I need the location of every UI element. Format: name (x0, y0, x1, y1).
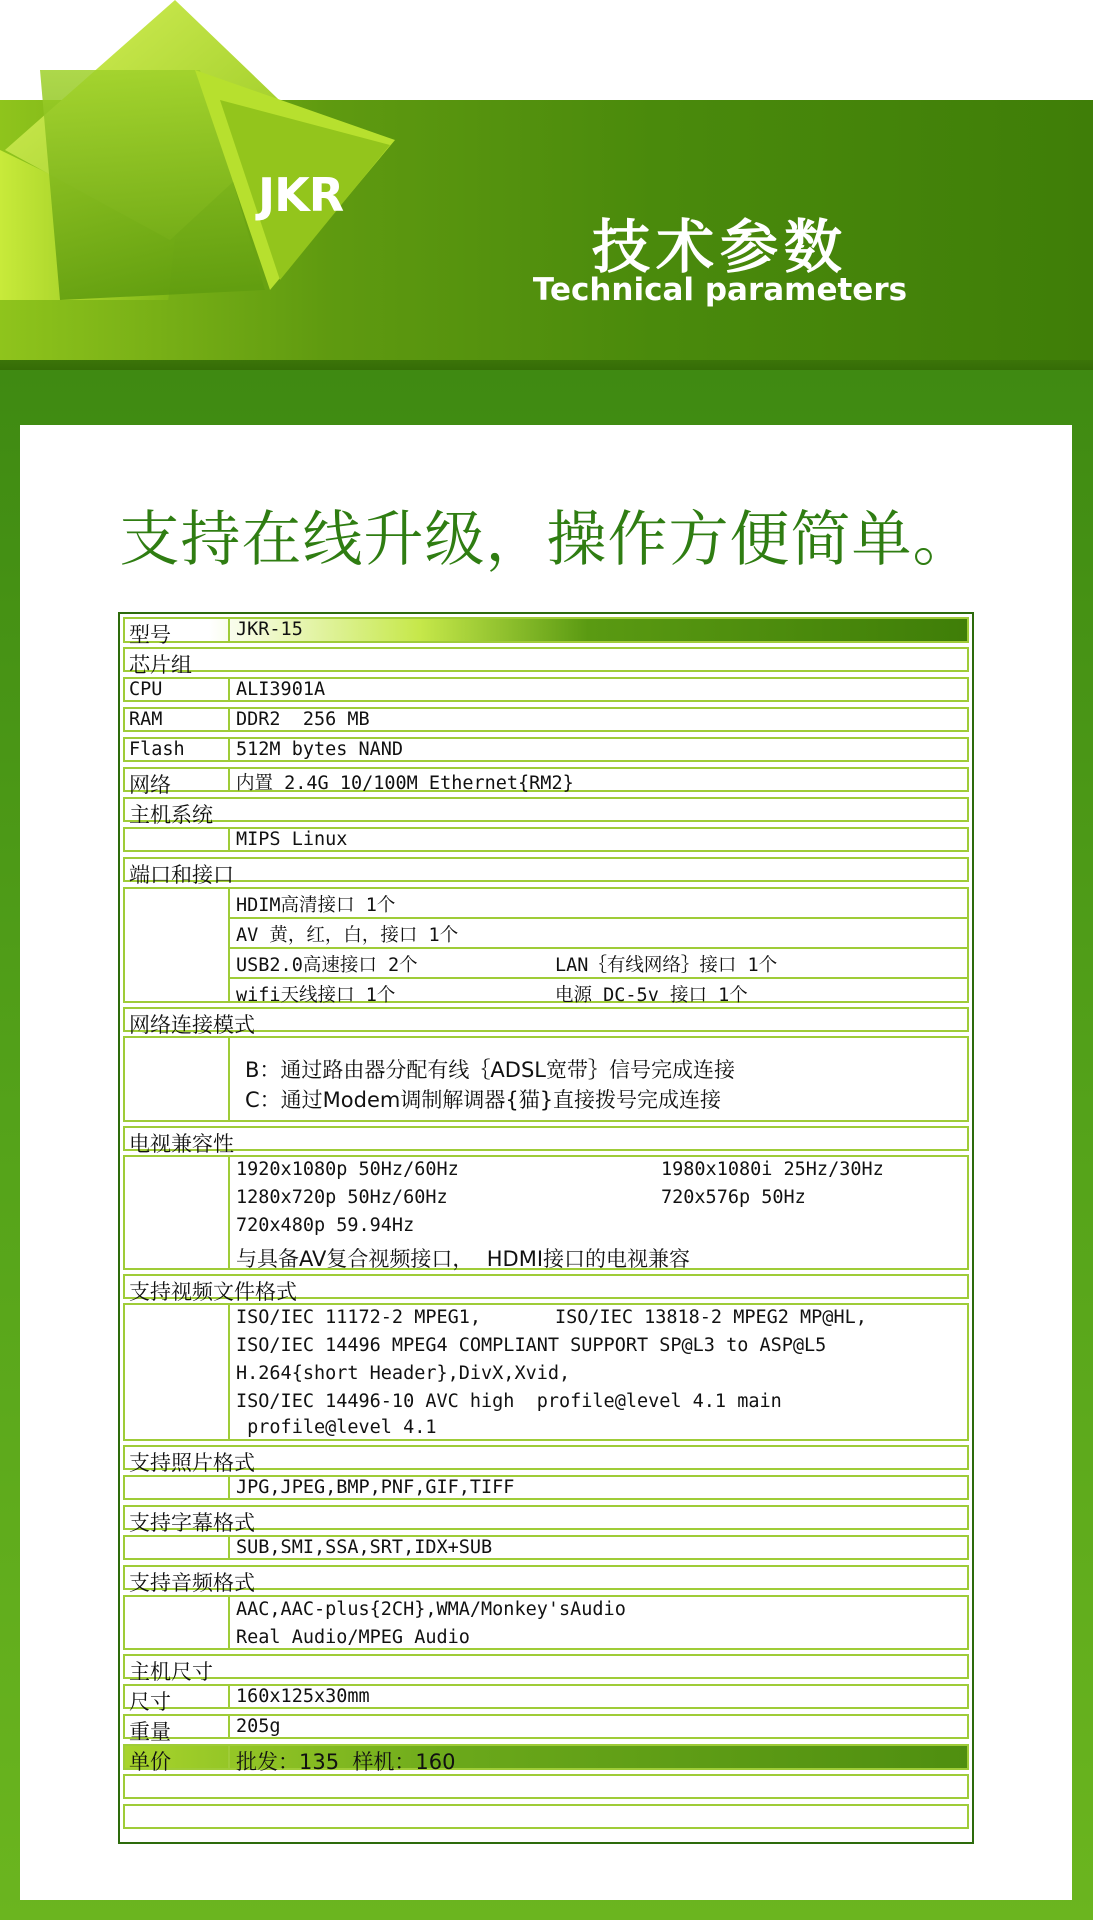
audio-format: AAC,AAC-plus{2CH},WMA/Monkey'sAudio (236, 1599, 626, 1620)
row-label: 重量 (129, 1720, 171, 1744)
video-format: profile@level 4.1 (236, 1417, 437, 1438)
row-value: 内置 2.4G 10/100M Ethernet{RM2} (236, 773, 574, 794)
section-label: 支持音频格式 (129, 1571, 255, 1595)
section-label: 支持照片格式 (129, 1451, 255, 1475)
table-row (123, 1714, 969, 1744)
audio-format: Real Audio/MPEG Audio (236, 1627, 470, 1648)
table-row (123, 887, 969, 1006)
table-row (123, 1445, 969, 1475)
row-value: 512M bytes NAND (236, 739, 404, 760)
table-row (123, 1684, 969, 1714)
video-format: H.264{short Header},DivX,Xvid, (236, 1363, 571, 1384)
row-label: CPU (129, 679, 163, 700)
brand-logo-text: JKR (258, 168, 344, 222)
table-row (123, 857, 969, 887)
table-row (123, 1475, 969, 1500)
table-row (123, 617, 969, 647)
port-usb: USB2.0高速接口 2个 (236, 955, 418, 976)
row-value: SUB,SMI,SSA,SRT,IDX+SUB (236, 1537, 493, 1558)
tv-compat-note: 与具备AV复合视频接口， HDMI接口的电视兼容 (236, 1247, 691, 1271)
table-row (123, 737, 969, 762)
port-hdmi: HDIM高清接口 1个 (236, 895, 396, 916)
table-row (123, 1535, 969, 1560)
table-row (123, 1565, 969, 1595)
section-label: 支持视频文件格式 (129, 1280, 297, 1304)
row-value: ALI3901A (236, 679, 326, 700)
table-row (123, 767, 969, 797)
video-format: ISO/IEC 13818-2 MPEG2 MP@HL, (555, 1307, 867, 1328)
row-value: 160x125x30mm (236, 1686, 370, 1707)
table-row (123, 1595, 969, 1650)
row-value: MIPS Linux (236, 829, 348, 850)
tv-resolution: 1980x1080i 25Hz/30Hz (661, 1159, 884, 1180)
page-title: 技术参数 (591, 213, 848, 281)
table-row (123, 1505, 969, 1535)
row-value: 205g (236, 1716, 281, 1737)
spec-table (118, 612, 974, 1844)
port-power: 电源 DC-5v 接口 1个 (555, 985, 748, 1006)
row-value: JPG,JPEG,BMP,PNF,GIF,TIFF (236, 1477, 515, 1498)
table-row (123, 1036, 969, 1122)
row-label: RAM (129, 709, 163, 730)
row-label: 型号 (129, 623, 171, 647)
section-label: 网络连接模式 (129, 1013, 255, 1037)
section-label: 支持字幕格式 (129, 1511, 255, 1535)
port-av: AV 黄，红，白，接口 1个 (236, 925, 459, 946)
port-lan: LAN｛有线网络｝接口 1个 (555, 955, 778, 976)
table-row (123, 1774, 969, 1799)
row-value: JKR-15 (236, 619, 303, 640)
row-label: 单价 (129, 1750, 171, 1774)
video-format: ISO/IEC 14496-10 AVC high profile@level 4.1 main (236, 1391, 782, 1412)
table-row (123, 1007, 969, 1037)
tv-resolution: 1280x720p 50Hz/60Hz (236, 1187, 448, 1208)
row-label: Flash (129, 739, 185, 760)
port-wifi: wifi天线接口 1个 (236, 985, 396, 1006)
table-row (123, 827, 969, 852)
price-value: 批发：135 样机：160 (236, 1750, 456, 1774)
section-label: 主机尺寸 (129, 1660, 213, 1684)
video-format: ISO/IEC 14496 MPEG4 COMPLIANT SUPPORT SP@L3 to ASP@L5 (236, 1335, 827, 1356)
table-row (123, 1303, 969, 1441)
table-row (123, 1744, 969, 1774)
connection-b: B：通过路由器分配有线｛ADSL宽带｝信号完成连接 (245, 1058, 735, 1082)
table-row (123, 1274, 969, 1304)
section-label: 主机系统 (129, 803, 213, 827)
slogan: 支持在线升级，操作方便简单。 (119, 505, 974, 575)
table-row (123, 1155, 969, 1270)
tv-resolution: 720x576p 50Hz (661, 1187, 806, 1208)
table-row (123, 647, 969, 677)
row-label: 网络 (129, 773, 171, 797)
table-row (123, 1654, 969, 1684)
table-row (123, 1126, 969, 1156)
row-value: DDR2 256 MB (236, 709, 370, 730)
table-row (123, 677, 969, 702)
section-label: 端口和接口 (129, 863, 234, 887)
page-subtitle: Technical parameters (532, 272, 908, 308)
connection-c: C：通过Modem调制解调器{猫}直接拨号完成连接 (245, 1088, 722, 1112)
table-row (123, 797, 969, 827)
section-label: 电视兼容性 (129, 1132, 234, 1156)
table-row (123, 1804, 969, 1829)
section-label: 芯片组 (129, 653, 192, 677)
row-label: 尺寸 (129, 1690, 171, 1714)
tv-resolution: 720x480p 59.94Hz (236, 1215, 415, 1236)
video-format: ISO/IEC 11172-2 MPEG1, (236, 1307, 482, 1328)
tv-resolution: 1920x1080p 50Hz/60Hz (236, 1159, 459, 1180)
brand-logo-icon (0, 0, 420, 300)
table-row (123, 707, 969, 732)
